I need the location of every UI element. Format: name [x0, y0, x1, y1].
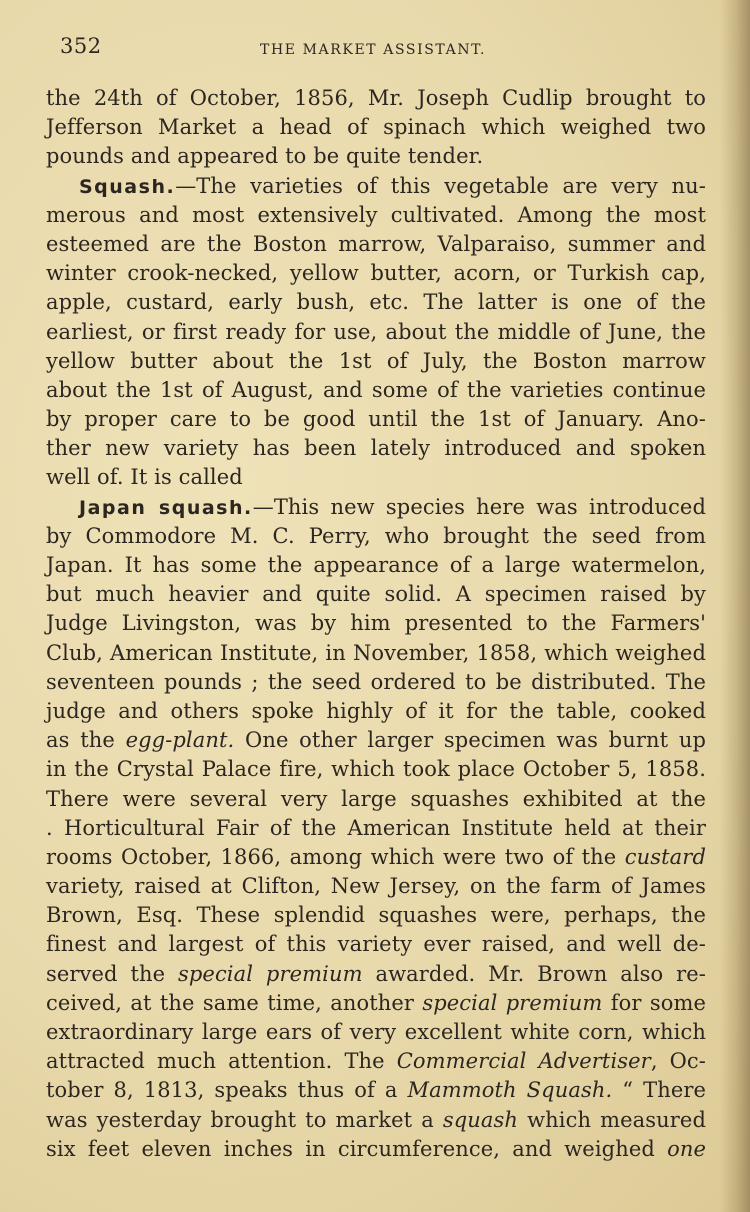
- italic-text: egg-plant.: [125, 728, 235, 753]
- text-line: [46, 901, 706, 930]
- line-text: Japan. It has some the appearance of a large watermelon,: [46, 553, 706, 577]
- text-line: [46, 580, 706, 609]
- line-text: Jefferson Market a head of spinach which weighed two: [46, 115, 706, 140]
- line-text: six feet eleven inches in circumference, and weighed: [46, 1136, 668, 1161]
- italic-text: squash: [442, 1107, 519, 1132]
- line-text: attracted much attention. The: [46, 1049, 397, 1074]
- text-line: [46, 726, 706, 755]
- line-text: judge and others spoke highly of it for the table, cooked: [46, 698, 706, 723]
- text-line: [46, 639, 706, 668]
- page-number: 352: [60, 34, 102, 58]
- text-line: [46, 843, 706, 872]
- line-text: merous and most extensively cultivated. Among the most: [46, 202, 706, 227]
- line-text: —The varieties of this vegetable are very nu-: [175, 173, 706, 198]
- line-text: which measured: [518, 1107, 706, 1132]
- line-text: well of. It is called: [46, 465, 243, 490]
- text-line: [46, 551, 706, 580]
- text-line: [46, 376, 706, 405]
- section-heading: Japan squash.: [79, 496, 253, 519]
- running-head: THE MARKET ASSISTANT.: [260, 42, 487, 58]
- line-text: esteemed are the Boston marrow, Valparaiso, summer and: [46, 231, 706, 256]
- text-line: [46, 1135, 706, 1164]
- line-text: “ There: [612, 1078, 707, 1103]
- text-line: [46, 318, 706, 347]
- italic-text: Mammoth Squash.: [407, 1078, 613, 1103]
- line-text: in the Crystal Palace fire, which took place October 5, 1858.: [46, 757, 706, 782]
- text-line: [46, 1076, 706, 1105]
- line-text: ceived, at the same time, another: [46, 990, 423, 1015]
- line-text: . Horticultural Fair of the American Institute held at their: [46, 815, 706, 840]
- line-text: for some: [602, 990, 707, 1015]
- line-text: tober 8, 1813, speaks thus of a: [46, 1078, 408, 1103]
- italic-text: Commercial Advertiser: [396, 1049, 651, 1074]
- line-text: was yesterday brought to market a: [46, 1107, 443, 1132]
- line-text: extraordinary large ears of very excellent white corn, which: [46, 1020, 706, 1044]
- line-text: but much heavier and quite solid. A specimen raised by: [46, 582, 706, 607]
- line-text: —This new species here was introduced: [252, 494, 706, 519]
- text-line: [46, 405, 706, 434]
- line-text: by proper care to be good until the 1st of January. Ano-: [46, 407, 706, 432]
- line-text: yellow butter about the 1st of July, the Boston marrow: [46, 348, 706, 373]
- text-line: [46, 785, 706, 814]
- text-line: [46, 697, 706, 726]
- body-text: [46, 84, 706, 1164]
- text-line: [46, 668, 706, 697]
- text-line: [46, 434, 706, 463]
- line-text: Club, American Institute, in November, 1858, which weighed: [46, 640, 706, 665]
- line-text: awarded. Mr. Brown also re-: [362, 961, 706, 986]
- text-line: [46, 463, 706, 492]
- text-line: [46, 989, 706, 1018]
- line-text: pounds and appeared to be quite tender.: [46, 144, 484, 169]
- italic-text: one: [667, 1136, 706, 1161]
- text-line: [46, 84, 706, 113]
- italic-text: special premium: [422, 990, 603, 1015]
- line-text: Judge Livingston, was by him presented to the Farmers': [46, 611, 706, 636]
- text-line: [46, 1106, 706, 1135]
- line-text: finest and largest of this variety ever raised, and well de-: [46, 932, 706, 957]
- line-text: by Commodore M. C. Perry, who brought the seed from: [46, 523, 706, 548]
- text-line: [46, 1018, 706, 1047]
- text-line: [46, 755, 706, 784]
- line-text: served the: [46, 961, 178, 986]
- text-line: [46, 201, 706, 230]
- text-line: [46, 1047, 706, 1076]
- text-line: [46, 522, 706, 551]
- text-line: [46, 347, 706, 376]
- text-line: [46, 172, 706, 201]
- line-text: apple, custard, early bush, etc. The latter is one of the: [46, 290, 706, 315]
- line-text: winter crook-necked, yellow butter, acorn, or Turkish cap,: [46, 261, 706, 286]
- line-text: the 24th of October, 1856, Mr. Joseph Cudlip brought to: [46, 86, 706, 110]
- text-line: [46, 259, 706, 288]
- text-line: [46, 230, 706, 259]
- text-line: [46, 493, 706, 522]
- text-line: [46, 142, 706, 171]
- italic-text: custard: [624, 844, 706, 869]
- line-text: about the 1st of August, and some of the varieties continue: [46, 377, 706, 402]
- text-line: [46, 930, 706, 959]
- line-text: There were several very large squashes exhibited at the: [46, 786, 706, 811]
- italic-text: special premium: [178, 961, 363, 986]
- text-line: [46, 872, 706, 901]
- text-line: [46, 113, 706, 142]
- line-text: variety, raised at Clifton, New Jersey, on the farm of James: [46, 874, 706, 899]
- text-line: [46, 609, 706, 638]
- line-text: One other larger specimen was burnt up: [234, 728, 706, 753]
- line-text: , Oc-: [650, 1049, 706, 1074]
- page-edge-shadow: [720, 0, 750, 1212]
- line-text: rooms October, 1866, among which were two of the: [46, 844, 625, 869]
- section-heading: Squash.: [79, 175, 176, 198]
- line-text: ther new variety has been lately introduced and spoken: [46, 436, 706, 461]
- line-text: seventeen pounds ; the seed ordered to be distributed. The: [46, 669, 706, 694]
- line-text: as the: [46, 728, 126, 753]
- page-header: [60, 34, 700, 66]
- line-text: Brown, Esq. These splendid squashes were, perhaps, the: [46, 903, 706, 928]
- text-line: [46, 288, 706, 317]
- text-line: [46, 960, 706, 989]
- line-text: earliest, or first ready for use, about the middle of June, the: [46, 319, 706, 344]
- text-line: [46, 814, 706, 843]
